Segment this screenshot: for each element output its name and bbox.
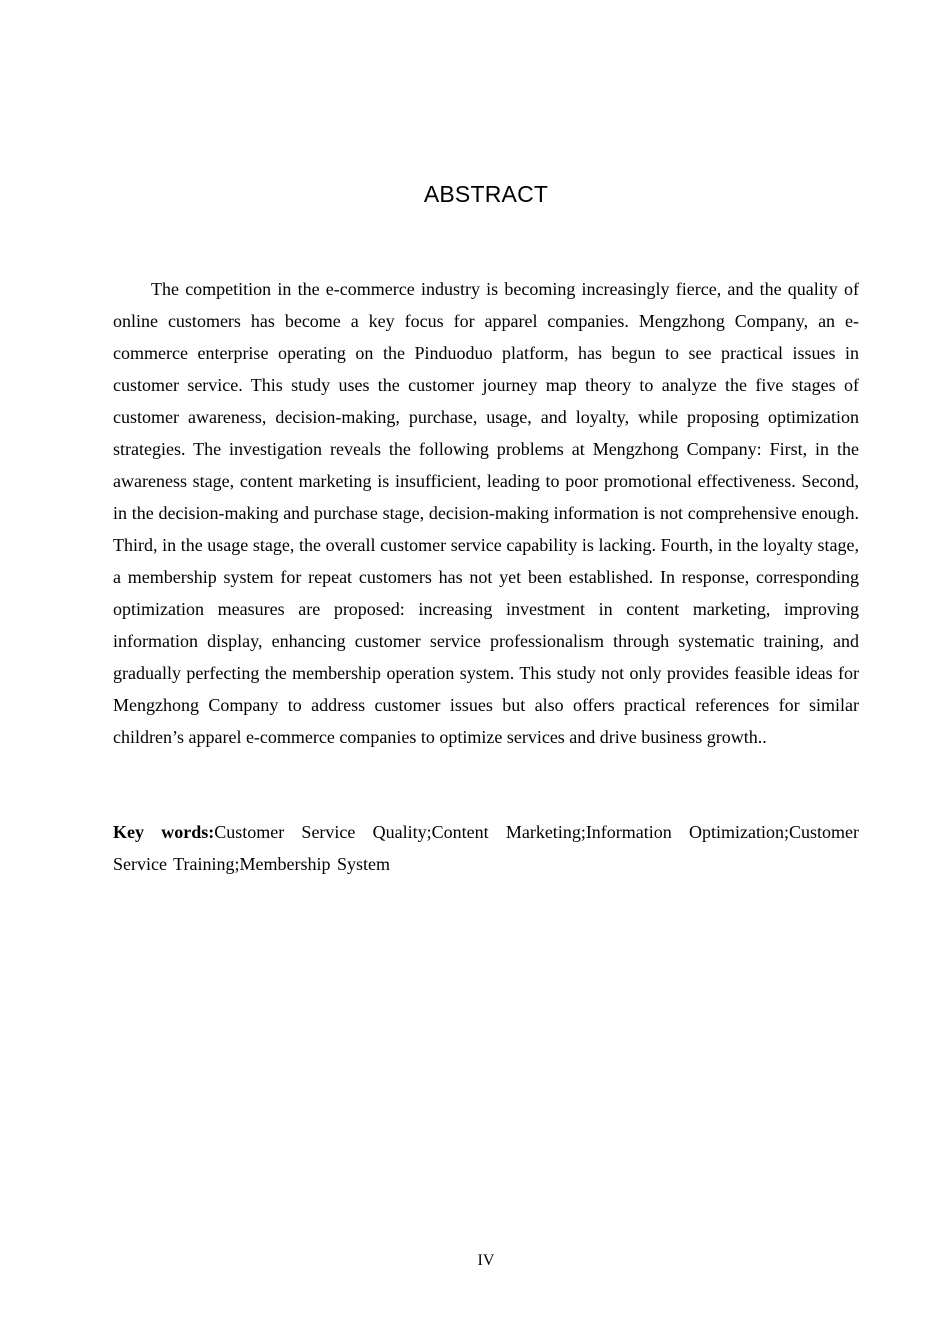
keywords-paragraph — [113, 816, 859, 880]
abstract-body: The competition in the e-commerce industry is becoming increasingly fierce, and the quality of online customers has become a key focus for apparel companies. Mengzhong Company, an e-commerce enterprise operating on the Pinduoduo platform, has begun to see practical issues in customer service. This study uses the customer journey map theory to analyze the five stages of customer awareness, decision-making, purchase, usage, and loyalty, while proposing optimization strategies. The investigation reveals the following problems at Mengzhong Company: First, in the awareness stage, content marketing is insufficient, leading to poor promotional effectiveness. Second, in the decision-making and purchase stage, decision-making information is not comprehensive enough. Third, in the usage stage, the overall customer service capability is lacking. Fourth, in the loyalty stage, a membership system for repeat customers has not yet been established. In response, corresponding optimization measures are proposed: increasing investment in content marketing, improving information display, enhancing customer service professionalism through systematic training, and gradually perfecting the membership operation system. This study not only provides feasible ideas for Mengzhong Company to address customer issues but also offers practical references for similar children’s apparel e-commerce companies to optimize services and drive business growth.. — [113, 279, 859, 747]
keywords-label: Key words: — [113, 822, 215, 842]
keywords-text: Customer Service Quality;Content Marketing;Information Optimization;Customer Service Training;Membership System — [113, 822, 859, 874]
abstract-title: ABSTRACT — [423, 181, 549, 207]
page-number: IV — [477, 1252, 495, 1269]
